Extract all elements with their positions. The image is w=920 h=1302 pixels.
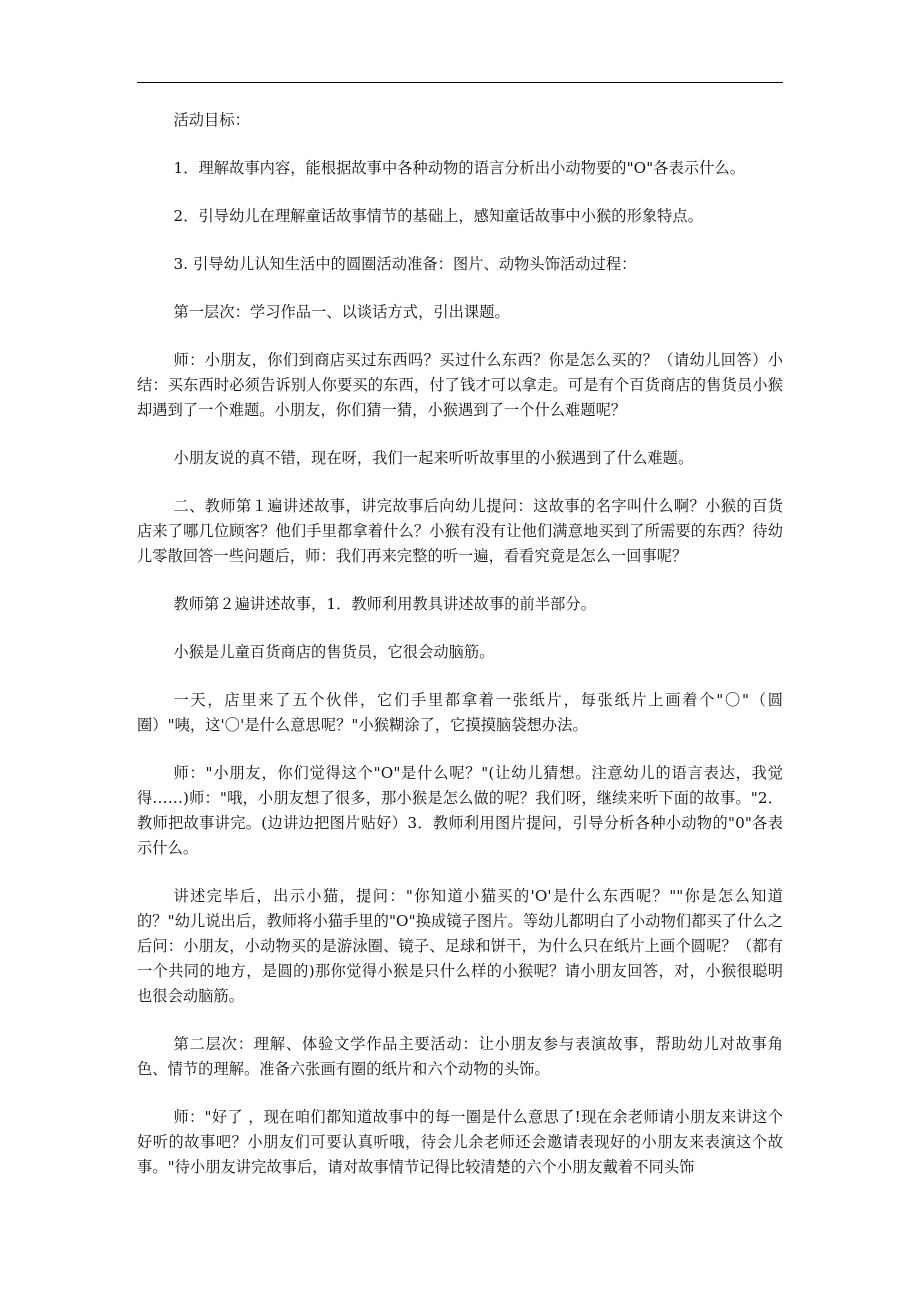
- transition-paragraph: 小朋友说的真不错，现在呀，我们一起来听听故事里的小猴遇到了什么难题。: [173, 449, 694, 467]
- performance-paragraph: 师："好了 ，现在咱们都知道故事中的每一圈是什么意思了!现在余老师请小朋友来讲这个好听的故事吧？小朋友们可要认真听哦，待会儿余老师还会邀请表现好的小朋友来表演这个故事。"待小朋友讲完故事后，请对故事情节记得比较清楚的六个小朋友戴着不同头饰: [137, 1108, 783, 1176]
- goal-item-2: 2．引导幼儿在理解童话故事情节的基础上，感知童话故事中小猴的形象特点。: [173, 207, 704, 225]
- story-intro-paragraph: 小猴是儿童百货商店的售货员，它很会动脑筋。: [173, 643, 495, 661]
- second-telling-paragraph: 教师第２遍讲述故事，1．教师利用教具讲述故事的前半部分。: [173, 595, 596, 613]
- story-circle-paragraph: 一天，店里来了五个伙伴，它们手里都拿着一张纸片，每张纸片上画着个"〇"（圆圈）"咦，这'〇'是什么意思呢？"小猴糊涂了，它摸摸脑袋想办法。: [137, 691, 783, 734]
- first-telling-paragraph: 二、教师第１遍讲述故事，讲完故事后向幼儿提问：这故事的名字叫什么啊？小猴的百货店来了哪几位顾客？他们手里都拿着什么？小猴有没有让他们满意地买到了所需要的东西？待幼儿零散回答一些问题后，师：我们再来完整的听一遍，看看究竟是怎么一回事呢？: [137, 497, 783, 565]
- level-two-paragraph: 第二层次：理解、体验文学作品主要活动：让小朋友参与表演故事，帮助幼儿对故事角色、情节的理解。准备六张画有圈的纸片和六个动物的头饰。: [137, 1035, 783, 1078]
- header-rule: [137, 82, 783, 83]
- heading-activity-goals: 活动目标：: [173, 111, 250, 129]
- document-body: [137, 108, 783, 1180]
- dialogue-paragraph: 师：小朋友，你们到商店买过东西吗？买过什么东西？你是怎么买的？（请幼儿回答）小结：买东西时必须告诉别人你要买的东西，付了钱才可以拿走。可是有个百货商店的售货员小猴却遇到了一个难题。小朋友，你们猜一猜，小猴遇到了一个什么难题呢？: [137, 351, 783, 419]
- teacher-question-paragraph: 师："小朋友，你们觉得这个"O"是什么呢？"(让幼儿猜想。注意幼儿的语言表达，我觉得……)师："哦，小朋友想了很多，那小猴是怎么做的呢？我们呀，继续来听下面的故事。"2．教师把故事讲完。(边讲边把图片贴好）3．教师利用图片提问，引导分析各种小动物的"0"各表示什么。: [137, 764, 783, 857]
- level-one-heading: 第一层次：学习作品一、以谈话方式，引出课题。: [173, 303, 510, 321]
- goal-item-1: 1．理解故事内容，能根据故事中各种动物的语言分析出小动物要的"O"各表示什么。: [173, 159, 746, 177]
- goal-item-3: 3. 引导幼儿认知生活中的圆圈活动准备：图片、动物头饰活动过程：: [173, 255, 637, 273]
- analysis-paragraph: 讲述完毕后，出示小猫，提问："你知道小猫买的'O'是什么东西呢？""你是怎么知道的？"幼儿说出后，教师将小猫手里的"O"换成镜子图片。等幼儿都明白了小动物们都买了什么之后问：小朋友，小动物买的是游泳圈、镜子、足球和饼干，为什么只在纸片上画个圆呢？（都有一个共同的地方，是圆的)那你觉得小猴是只什么样的小猴呢？请小朋友回答，对，小猴很聪明也很会动脑筋。: [137, 887, 783, 1005]
